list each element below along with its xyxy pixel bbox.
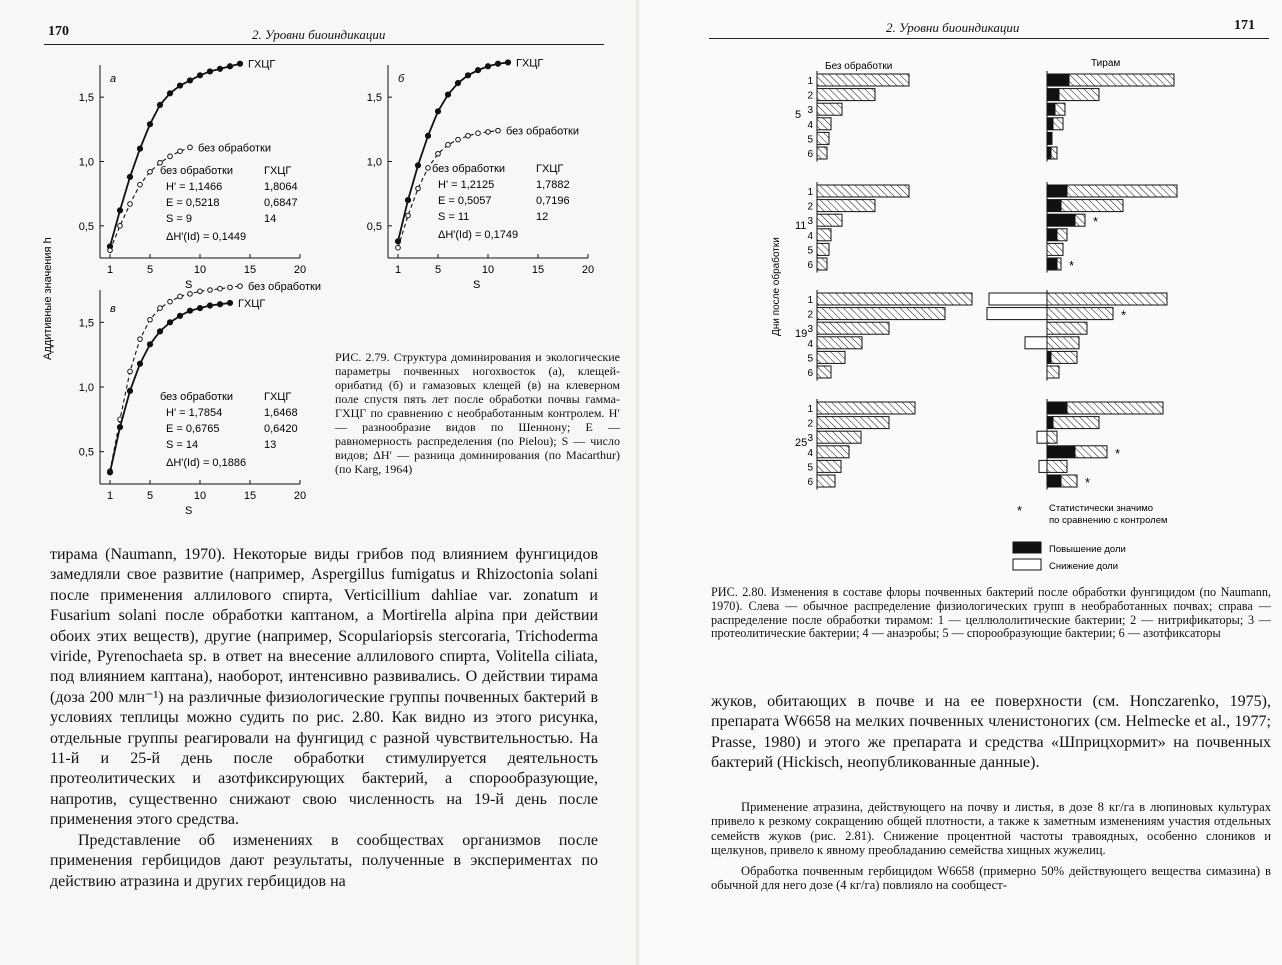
figure-caption: РИС. 2.79. Структура доминирования и экологические параметры почвенных ногохвосток (а), клещей-орибатид (б) и гамазовых клещей (в) на клеверном поле спустя пять лет после обработки почвы гамма-ГХЦГ по сравнению с необработанным контролем. H′ — разнообразие видов по Шеннону; E — равномерность распределения (по Pielou); S — число видов; ΔH′ — разница доминирования (по Macarthur) (по Karg, 1964) [335,350,620,476]
control-bar [817,118,831,130]
data-point [208,288,213,293]
thiram-bar [1059,89,1099,101]
series-label: ГХЦГ [248,58,276,71]
x-tick-label: 20 [293,264,307,276]
body-text [711,692,1271,774]
data-point [228,285,233,290]
data-point [157,329,162,334]
x-tick-label: 10 [193,264,207,276]
x-tick-label: 10 [481,264,495,276]
data-point [436,151,441,156]
panel-letter: б [398,73,405,85]
data-point [147,342,152,347]
thiram-bar [1047,460,1067,472]
stats-value: 0,6420 [264,423,298,435]
data-point [227,64,232,69]
data-point [217,302,222,307]
significance-star: * [1085,475,1091,490]
control-bar [817,351,845,363]
y-tick-label: 1,0 [78,156,94,169]
y-tick-label: 0,5 [366,220,382,233]
row-label: 5 [807,353,813,365]
control-bar [817,185,909,197]
x-tick-label: 1 [106,490,114,502]
data-point [406,213,411,218]
data-point [217,66,222,71]
x-tick-label: 1 [394,264,402,276]
thiram-bar [1075,214,1085,226]
data-point [238,284,243,289]
control-bar [817,89,875,101]
increase-bar [1047,89,1059,101]
significance-star: * [1115,445,1121,461]
control-bar [817,366,831,378]
y-tick-label: 1,5 [366,92,382,105]
data-point [455,80,460,85]
control-bar [817,308,945,320]
bar-group-day-19 [795,290,1167,381]
control-bar [817,293,972,305]
increase-bar [1047,258,1057,270]
increase-bar [1047,74,1069,86]
thiram-bar [1053,417,1099,429]
increase-bar [1047,417,1053,429]
x-tick-label: 1 [106,264,114,276]
stats-value: 1,7882 [536,179,570,191]
small-text [711,800,1271,892]
stats-label: S = 11 [438,211,470,223]
row-label: 1 [807,76,813,87]
bar-group-day-11 [795,182,1177,273]
x-tick-label: 20 [581,264,595,276]
y-tick-label: 1,5 [78,92,94,105]
control-bar [817,74,909,86]
increase-bar [1047,118,1053,130]
row-label: 1 [807,187,813,198]
data-point [396,245,401,250]
control-bar [817,475,835,487]
data-point [168,299,173,304]
paragraph: Представление об изменениях в сообществах организмов после применения гербицидов дают результаты, полученные в экспериментах по действию атразина и других гербицидов на [50,831,598,890]
page-number: 170 [48,24,69,39]
thiram-bar [1067,185,1177,197]
data-point [197,306,202,311]
data-point [475,68,480,73]
x-axis-label: S [185,505,193,517]
paragraph: Применение атразина, действующего на почву и листья, в дозе 8 кг/га в люпиновых культурах привело к резкому сокращению общей плотности, а также к заметным изменениям участия отдельных семейств жуков (рис. 2.81). Снижение процентной частоты травоядных, особенно слоников и щелкунов, привело к явному преобладанию семейства хищных жужелиц. [711,800,1271,858]
paragraph: тирама (Naumann, 1970). Некоторые виды грибов под влиянием фунгицидов замедляли свое развитие (например, Aspergillus fumigatus и Rhizoctonia solani после применения аллилового спирта, Verticillium dahliae var. zonatum и Fusarium solani после обработки каптаном, а Mortirella alpina при действии обоих этих веществ), другие (например, Scopulariopsis stercoraria, Trichoderma viride, Pyrenochaeta sp. в ответ на внесение аллилового спирта, Volitella ciliata, под влиянием каптана), наоборот, интенсивно развивались. О действии тирама (доза 200 млн⁻¹) на различные физиологические группы почвенных бактерий в условиях теплицы можно судить по рис. 2.80. Как видно из этого рисунка, отдельные группы реагировали на фунгицид с разной чувствительностью. На 11-й и 25-й день после обработки стимулируется деятельность протеолитических и азотфиксирующих бактерий, а спорообразующие, напротив, существенно снижают свою численность на 19-й день после применения этого средства. [50,546,598,829]
data-point [227,300,232,305]
data-point [456,137,461,142]
x-tick-label: 5 [146,264,154,276]
chart-panel-b [367,57,594,291]
row-label: 6 [807,260,813,271]
data-point [197,73,202,78]
data-point [167,320,172,325]
legend-text: Снижение доли [1049,561,1118,572]
thiram-bar [1053,118,1063,130]
data-point [188,292,193,297]
stats-value: 1,8064 [264,181,298,193]
decrease-bar [1025,337,1047,349]
control-bar [817,460,841,472]
control-bar [817,258,827,270]
thiram-bar [1057,229,1067,241]
stats-label: S = 9 [166,213,192,225]
thiram-bar [1047,337,1079,349]
legend-increase-swatch [1013,542,1041,553]
y-tick-label: 1,0 [78,382,94,394]
stats-header: ГХЦГ [264,391,292,403]
paragraph: жуков, обитающих в почве и на ее поверхности (см. Honczarenko, 1975), препарата W6658 на мелких почвенных членистоногих (см. Helmecke et al., 1977; Prasse, 1980) и этого же препарата и средства «Шприцхормит» на почвенных бактерий (Hickisch, неопубликованные данные). [711,693,1271,772]
data-point [395,239,400,244]
data-point [147,122,152,127]
x-tick-label: 5 [146,490,154,502]
thiram-bar [1057,258,1061,270]
stats-value: 13 [264,439,277,451]
data-point [137,361,142,366]
data-point [187,308,192,313]
data-point [137,146,142,151]
control-bar [817,446,849,458]
y-tick-label: 1,5 [78,317,94,330]
day-label: 11 [795,219,807,232]
day-label: 25 [795,436,808,449]
chart-panel-c [79,281,321,517]
row-label: 6 [807,149,813,160]
series-label: без обработки [198,142,271,155]
x-axis-label: S [473,279,481,291]
stats-value: 1,6468 [264,407,298,419]
thiram-bar [1061,475,1077,487]
thiram-bar [1047,322,1087,334]
control-bar [817,322,889,334]
stats-header: без обработки [432,163,505,175]
increase-bar [1047,200,1061,212]
chart-panel-a [79,59,306,291]
increase-bar [1047,229,1057,241]
significance-star: * [1093,214,1099,230]
data-point [496,128,501,133]
thiram-bar [1061,200,1123,212]
control-bar [817,147,827,159]
stats-delta: ΔH'(Id) = 0,1749 [438,229,519,241]
right-page [641,0,1282,965]
panel-letter: а [110,73,117,85]
row-label: 4 [807,230,813,242]
thiram-bar [1047,431,1057,443]
legend-text: по сравнению с контролем [1049,515,1168,526]
day-label: 19 [795,327,808,340]
data-point [128,369,133,374]
page-number: 171 [1234,18,1255,33]
control-bar [817,200,875,212]
thiram-bar [1075,446,1107,458]
increase-bar [1047,214,1075,226]
column-title: Без обработки [825,61,893,72]
data-point [486,130,491,135]
data-point [178,294,183,299]
row-label: 4 [807,338,813,350]
y-tick-label: 0,5 [78,220,94,233]
series-label: без обработки [506,125,579,138]
data-point [118,224,123,229]
stats-label: H' = 1,7854 [166,407,223,419]
data-point [178,149,183,154]
data-point [218,286,223,291]
data-point [148,317,153,322]
increase-bar [1047,147,1051,159]
thiram-bar [1047,293,1167,305]
row-label: 1 [807,404,813,415]
thiram-bar [1055,103,1065,115]
running-head: 2. Уровни биоиндикации [252,27,386,42]
stats-header: ГХЦГ [536,163,564,175]
decrease-bar [1037,431,1047,443]
row-label: 6 [807,477,813,488]
stats-label: H' = 1,1466 [166,181,223,193]
panel-letter: в [110,303,116,315]
series-label: без обработки [248,281,321,294]
thiram-bar [1051,351,1077,363]
data-point [127,388,132,393]
stats-value: 14 [264,213,277,225]
data-point [425,133,430,138]
y-axis-title: Дни после обработки [771,237,782,336]
control-bar [817,402,915,414]
running-head: 2. Уровни биоиндикации [886,20,1020,35]
data-point [445,92,450,97]
row-label: 5 [807,462,813,474]
stats-value: 0,6847 [264,197,298,209]
stats-header: без обработки [160,391,233,403]
control-bar [817,337,862,349]
control-bar [817,132,829,144]
decrease-bar [987,308,1047,320]
stats-label: S = 14 [166,439,199,451]
data-point [485,64,490,69]
control-bar [817,103,842,115]
thiram-bar [1051,147,1057,159]
data-point [495,61,500,66]
row-label: 1 [807,295,813,306]
thiram-bar [1047,366,1059,378]
data-point [128,202,133,207]
data-point [416,186,421,191]
data-point [158,306,163,311]
significance-star: * [1069,258,1075,273]
increase-bar [1047,132,1052,144]
control-bar [817,229,831,241]
significance-star: * [1121,307,1127,323]
data-point [167,91,172,96]
legend-text: Повышение доли [1049,544,1126,555]
row-label: 2 [807,201,813,213]
data-point [446,142,451,147]
data-point [505,60,510,65]
data-point [108,248,113,253]
row-label: 5 [807,134,813,146]
y-tick-label: 0,5 [78,446,94,459]
row-label: 4 [807,119,813,131]
decrease-bar [989,293,1047,305]
control-bar [817,431,861,443]
y-tick-label: 1,0 [366,156,382,169]
control-bar [817,214,842,226]
data-point [207,69,212,74]
data-point [405,198,410,203]
data-point [476,131,481,136]
x-tick-label: 15 [243,264,257,276]
stats-label: E = 0,6765 [166,423,220,435]
paragraph: Обработка почвенным гербицидом W6658 (примерно 50% действующего вещества симазина) в обычной для него дозе (4 кг/га) повлияло на сообщест- [711,863,1271,893]
legend-star: * [1017,503,1023,518]
increase-bar [1047,351,1051,363]
day-label: 5 [795,108,802,121]
data-point [117,424,122,429]
data-point [198,289,203,294]
stats-label: E = 0,5218 [166,197,220,209]
data-point [466,133,471,138]
y-axis-title: Аддитивные значения h [42,237,54,360]
data-point [177,313,182,318]
decrease-bar [1039,460,1047,472]
x-tick-label: 10 [193,490,207,502]
thiram-bar [1047,308,1113,320]
series-label: ГХЦГ [238,297,266,310]
x-tick-label: 5 [434,264,442,276]
row-label: 3 [807,105,813,117]
data-point [117,208,122,213]
data-point [138,182,143,187]
data-point [138,337,143,342]
increase-bar [1047,185,1067,197]
data-point [207,303,212,308]
data-point [415,163,420,168]
series-label: ГХЦГ [516,57,544,70]
bar-group-day-5 [795,71,1174,162]
increase-bar [1047,446,1075,458]
bar-group-day-25 [795,399,1163,490]
thiram-bar [1069,74,1174,86]
row-label: 2 [807,418,813,430]
stats-delta: ΔH'(Id) = 0,1886 [166,457,247,469]
figure-2-80 [641,0,1282,572]
x-tick-label: 15 [531,264,545,276]
x-axis-label: S [185,279,193,291]
increase-bar [1047,402,1067,414]
stats-delta: ΔH'(Id) = 0,1449 [166,231,247,243]
legend-decrease-swatch [1013,559,1041,570]
data-point [168,154,173,159]
data-point [107,470,112,475]
row-label: 3 [807,433,813,445]
control-bar [817,243,829,255]
row-label: 2 [807,309,813,321]
increase-bar [1047,475,1061,487]
data-point [237,61,242,66]
thiram-bar [1067,402,1163,414]
row-label: 4 [807,447,813,459]
stats-header: без обработки [160,165,233,177]
stats-label: E = 0,5057 [438,195,492,207]
increase-bar [1047,103,1055,115]
thiram-bar [1047,243,1063,255]
data-point [148,169,153,174]
row-label: 3 [807,216,813,228]
x-tick-label: 20 [293,490,307,502]
stats-label: H' = 1,2125 [438,179,495,191]
data-point [177,83,182,88]
data-point [187,78,192,83]
data-point [426,166,431,171]
body-text [50,545,598,892]
data-point [465,73,470,78]
stats-value: 0,7196 [536,195,570,207]
row-label: 2 [807,90,813,102]
data-point [435,109,440,114]
data-point [157,102,162,107]
stats-value: 12 [536,211,549,223]
legend-text: Статистически значимо [1049,503,1154,514]
data-point [127,174,132,179]
x-tick-label: 15 [243,490,257,502]
control-bar [817,417,889,429]
figure-caption: РИС. 2.80. Изменения в составе флоры почвенных бактерий после обработки фунгицидом (по Naumann, 1970). Слева — обычное распределение физиологических групп в необработанных почвах; справа — распределение после обработки тирамом: 1 — целлюлолитические бактерии; 2 — нитрификаторы; 3 — протеолитические бактерии; 4 — анаэробы; 5 — спорообразующие бактерии; 6 — азотфиксаторы [711,585,1271,641]
stats-header: ГХЦГ [264,165,292,177]
row-label: 3 [807,324,813,336]
row-label: 6 [807,368,813,379]
data-point [188,145,193,150]
row-label: 5 [807,245,813,257]
column-title: Тирам [1091,58,1121,69]
